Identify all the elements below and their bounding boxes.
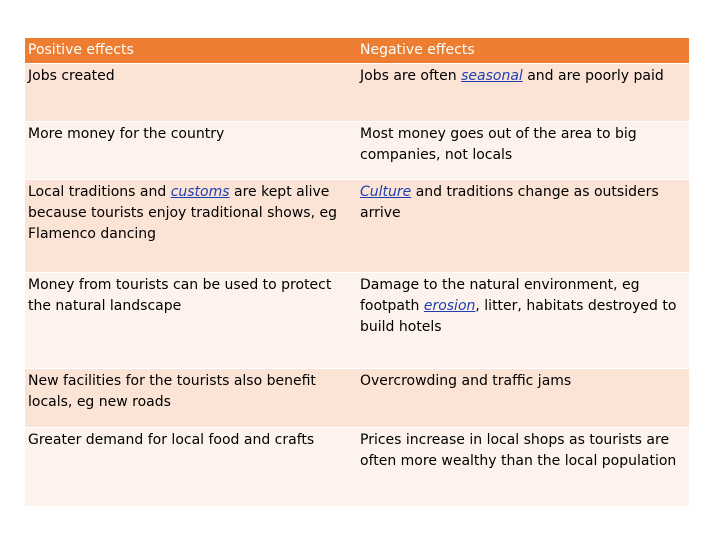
header-negative: Negative effects	[357, 38, 689, 64]
keyword-link[interactable]: seasonal	[461, 68, 523, 84]
keyword-link[interactable]: Culture	[360, 184, 412, 200]
table-header-row	[25, 38, 689, 64]
table-row	[25, 180, 689, 273]
header-positive: Positive effects	[25, 38, 357, 64]
table-row	[25, 64, 689, 122]
positive-cell: Jobs created	[25, 64, 357, 122]
keyword-link[interactable]: customs	[170, 184, 230, 200]
table-row	[25, 122, 689, 180]
positive-cell: Local traditions and customs are kept alive because tourists enjoy traditional shows, eg Flamenco dancing	[25, 180, 357, 273]
table-row	[25, 273, 689, 369]
positive-cell: Money from tourists can be used to protect the natural landscape	[25, 273, 357, 369]
negative-cell: Overcrowding and traffic jams	[357, 369, 689, 428]
positive-cell: New facilities for the tourists also benefit locals, eg new roads	[25, 369, 357, 428]
negative-cell: Most money goes out of the area to big companies, not locals	[357, 122, 689, 180]
table-row	[25, 369, 689, 428]
negative-cell: Prices increase in local shops as tourists are often more wealthy than the local population	[357, 428, 689, 507]
negative-cell: Damage to the natural environment, eg footpath erosion, litter, habitats destroyed to build hotels	[357, 273, 689, 369]
negative-cell: Culture and traditions change as outsiders arrive	[357, 180, 689, 273]
effects-table	[25, 38, 689, 507]
negative-cell: Jobs are often seasonal and are poorly paid	[357, 64, 689, 122]
table-row	[25, 428, 689, 507]
positive-cell: Greater demand for local food and crafts	[25, 428, 357, 507]
positive-cell: More money for the country	[25, 122, 357, 180]
keyword-link[interactable]: erosion	[423, 298, 476, 314]
